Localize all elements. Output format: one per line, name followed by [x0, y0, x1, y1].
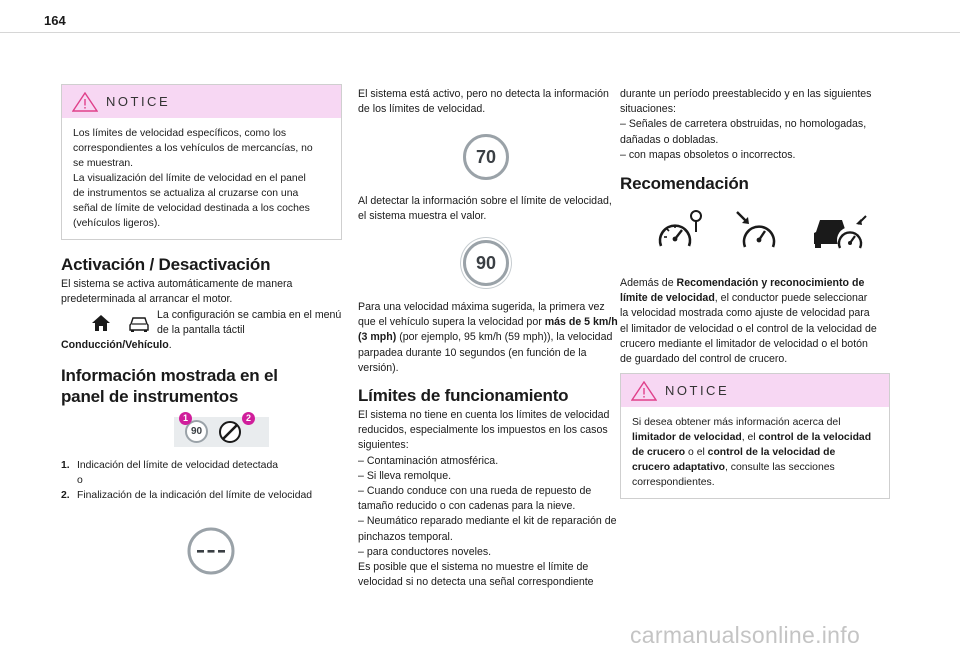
notice-line — [632, 430, 881, 445]
left-notice — [61, 84, 342, 240]
text-line — [620, 276, 877, 291]
text-line: siguientes: — [358, 439, 409, 452]
text-line: situaciones: — [620, 103, 676, 116]
middle-p2 — [358, 194, 612, 224]
text-line: velocidad si no detecta una señal correspondiente — [358, 576, 594, 589]
text-line: de los límites de velocidad. — [358, 103, 486, 116]
end-of-limit-icon — [218, 420, 242, 449]
text-punct: . — [168, 339, 172, 351]
text-line: de guardado del control de crucero. — [620, 353, 788, 366]
text-span: que el vehículo supera la velocidad por — [358, 316, 545, 329]
notice-line: de instrumentos se actualiza al cruzarse con una — [73, 188, 299, 199]
text-bold: control de la velocidad — [758, 432, 872, 443]
car-speedometer-icon — [812, 210, 868, 259]
list-text: Indicación del límite de velocidad detectada — [77, 460, 279, 471]
warning-triangle-icon — [631, 381, 657, 406]
text-line: predeterminada al arrancar el motor. — [61, 293, 233, 306]
notice-line — [632, 460, 881, 475]
text-line: el sistema muestra el valor. — [358, 210, 487, 223]
list-text: o — [77, 475, 83, 486]
middle-p1 — [358, 87, 609, 117]
notice-line: se muestran. — [73, 158, 134, 169]
text-line: – con mapas obsoletos o incorrectos. — [620, 148, 796, 161]
notice-text — [62, 118, 341, 239]
menu-path: Conducción/Vehículo — [61, 339, 169, 351]
text-bold: límite de velocidad — [620, 292, 715, 305]
speedometer-pin-icon — [655, 208, 705, 257]
text-line: Al detectar la información sobre el límite de velocidad, — [358, 195, 612, 207]
text-line: Para una velocidad máxima sugerida, la primera vez — [358, 301, 605, 313]
page-number: 164 — [44, 13, 66, 28]
callout-2: 2 — [242, 412, 255, 425]
text-span: o el — [685, 447, 708, 458]
text-span: (por ejemplo, 95 km/h (59 mph)), la velocidad — [396, 331, 613, 344]
top-divider — [0, 32, 960, 33]
text-span: , el conductor puede seleccionar — [714, 292, 868, 305]
notice-header — [621, 374, 889, 407]
info-title — [61, 365, 278, 407]
activation-text — [61, 277, 346, 307]
text-bold: crucero adaptativo — [632, 462, 725, 473]
activation-side-text — [157, 308, 341, 338]
notice-line: (vehículos ligeros). — [73, 218, 161, 229]
warning-triangle-icon — [72, 92, 98, 117]
text-line: durante un período preestablecido y en las siguientes — [620, 88, 872, 100]
text-line — [620, 291, 877, 306]
callout-1: 1 — [179, 412, 192, 425]
text-line: parpadea durante 10 segundos (en función de la — [358, 346, 587, 359]
text-line — [358, 330, 618, 345]
notice-header — [62, 85, 341, 118]
text-bold: limitador de velocidad — [632, 432, 742, 443]
notice-title: NOTICE — [106, 94, 171, 109]
text-line: reducidos, especialmente los impuestos en los casos — [358, 424, 608, 437]
text-bold: Recomendación y reconocimiento de — [676, 277, 865, 289]
text-line: de la pantalla táctil — [157, 324, 245, 337]
car-icon — [127, 315, 151, 338]
list-text: Finalización de la indicación del límite de velocidad — [77, 490, 313, 501]
list-num: 2. — [61, 490, 70, 501]
recommendation-title: Recomendación — [620, 174, 749, 193]
text-span: , el — [741, 432, 759, 443]
text-bold: más de 5 km/h — [544, 316, 618, 329]
text-span: Además de — [620, 277, 677, 289]
title-line: Información mostrada en el — [61, 366, 278, 385]
text-line: tamaño reducido o con cadenas para la nieve. — [358, 500, 576, 513]
text-line: – Contaminación atmosférica. — [358, 454, 499, 467]
text-bold: de crucero — [632, 447, 686, 458]
text-line: – para conductores noveles. — [358, 545, 492, 558]
text-line: – Cuando conduce con una rueda de repuesto de — [358, 485, 592, 498]
notice-line: señal de límite de velocidad destinada a los coches — [73, 203, 310, 214]
text-line: la velocidad mostrada como ajuste de velocidad para — [620, 307, 870, 320]
notice-line: Los límites de velocidad específicos, como los — [73, 128, 287, 139]
text-line: – Neumático reparado mediante el kit de reparación de — [358, 515, 617, 528]
text-line: pinchazos temporal. — [358, 530, 453, 543]
speed-sign-small: 90 — [185, 420, 208, 443]
notice-line: correspondientes. — [632, 477, 715, 488]
text-line: La configuración se cambia en el menú — [157, 309, 342, 321]
text-line: – Si lleva remolque. — [358, 469, 452, 482]
home-icon — [90, 313, 112, 338]
no-limit-sign-icon — [186, 526, 236, 581]
right-cont-text — [620, 87, 871, 163]
watermark: carmanualsonline.info — [630, 622, 861, 648]
middle-p3 — [358, 300, 618, 376]
text-line: versión). — [358, 361, 399, 374]
text-line — [358, 315, 618, 330]
recommendation-text — [620, 276, 877, 367]
speed-sign-90: 90 — [463, 240, 509, 286]
right-notice — [620, 373, 890, 499]
text-span: , consulte las secciones — [724, 462, 835, 473]
activation-title: Activación / Desactivación — [61, 255, 271, 274]
limits-title: Límites de funcionamiento — [358, 386, 569, 405]
speed-sign-70: 70 — [463, 134, 509, 180]
text-line: – Señales de carretera obstruidas, no homologadas, — [620, 118, 867, 131]
notice-title: NOTICE — [665, 383, 730, 398]
text-line: El sistema está activo, pero no detecta la información — [358, 88, 609, 100]
text-line: Es posible que el sistema no muestre el límite de — [358, 561, 589, 574]
notice-text — [621, 407, 889, 498]
text-line: dañadas o dobladas. — [620, 133, 719, 146]
limits-text — [358, 408, 617, 590]
title-line: panel de instrumentos — [61, 387, 239, 406]
speedometer-arrow-icon — [735, 210, 781, 257]
text-line: El sistema no tiene en cuenta los límites de velocidad — [358, 409, 610, 421]
text-line: el limitador de velocidad o el control de la velocidad de — [620, 322, 877, 335]
text-line: El sistema se activa automáticamente de manera — [61, 278, 293, 290]
list-num: 1. — [61, 460, 70, 471]
text-bold: (3 mph) — [358, 331, 397, 344]
text-bold: control de la velocidad de — [707, 447, 836, 458]
notice-line: La visualización del límite de velocidad en el panel — [73, 173, 306, 184]
notice-line: Si desea obtener más información acerca del — [632, 417, 841, 428]
notice-line — [632, 445, 881, 460]
activation-menu-line — [61, 338, 172, 353]
text-line: crucero mediante el limitador de velocidad o el botón — [620, 337, 868, 350]
notice-line: correspondientes a los vehículos de mercancías, no — [73, 143, 313, 154]
